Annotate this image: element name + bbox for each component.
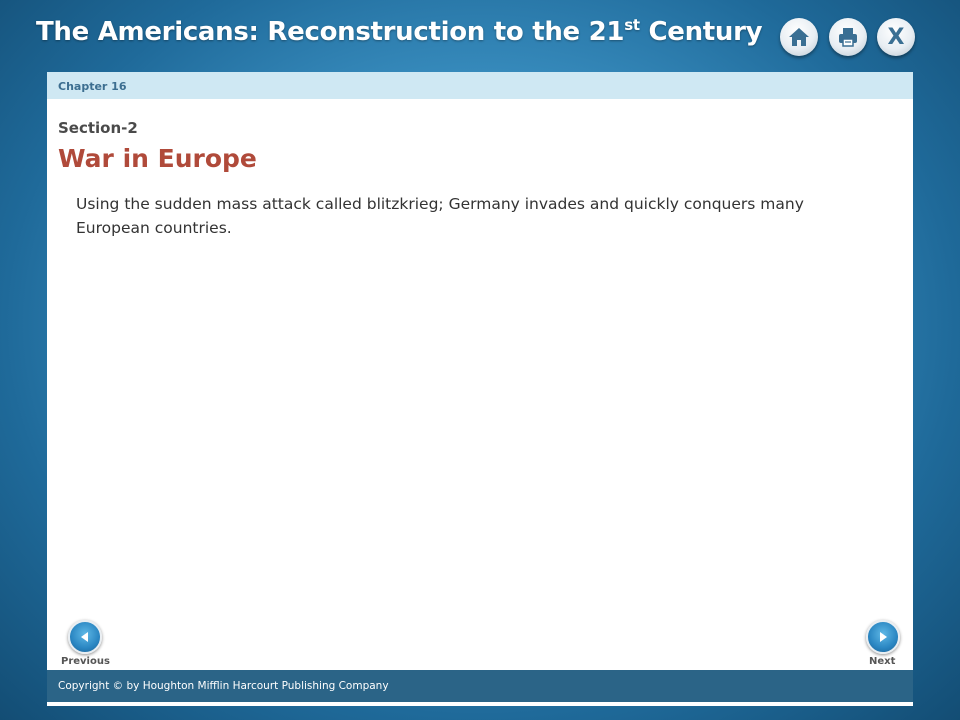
footer-bar bbox=[47, 670, 913, 702]
print-button[interactable] bbox=[829, 18, 867, 56]
body-text: Using the sudden mass attack called blitzkrieg; Germany invades and quickly conquers many European countries. bbox=[76, 195, 804, 237]
previous-button[interactable] bbox=[68, 620, 102, 654]
chapter-bar bbox=[47, 72, 913, 99]
title-superscript: st bbox=[624, 16, 640, 34]
chapter-label: Chapter 16 bbox=[58, 80, 127, 93]
home-button[interactable] bbox=[780, 18, 818, 56]
home-icon bbox=[787, 26, 811, 48]
app-title bbox=[36, 16, 762, 47]
section-label: Section-2 bbox=[58, 119, 138, 137]
title-main: The Americans: Reconstruction to the 21 bbox=[36, 17, 625, 47]
previous-label: Previous bbox=[61, 656, 110, 667]
close-icon: X bbox=[887, 24, 905, 50]
next-button[interactable] bbox=[866, 620, 900, 654]
close-button[interactable] bbox=[877, 18, 915, 56]
title-end: Century bbox=[639, 17, 763, 47]
next-label: Next bbox=[869, 656, 896, 667]
print-icon bbox=[836, 26, 860, 48]
copyright-text: Copyright © by Houghton Mifflin Harcourt Publishing Company bbox=[58, 680, 389, 692]
arrow-left-icon bbox=[78, 630, 92, 644]
page-heading: War in Europe bbox=[58, 144, 257, 173]
content-panel bbox=[47, 72, 913, 706]
arrow-right-icon bbox=[876, 630, 890, 644]
